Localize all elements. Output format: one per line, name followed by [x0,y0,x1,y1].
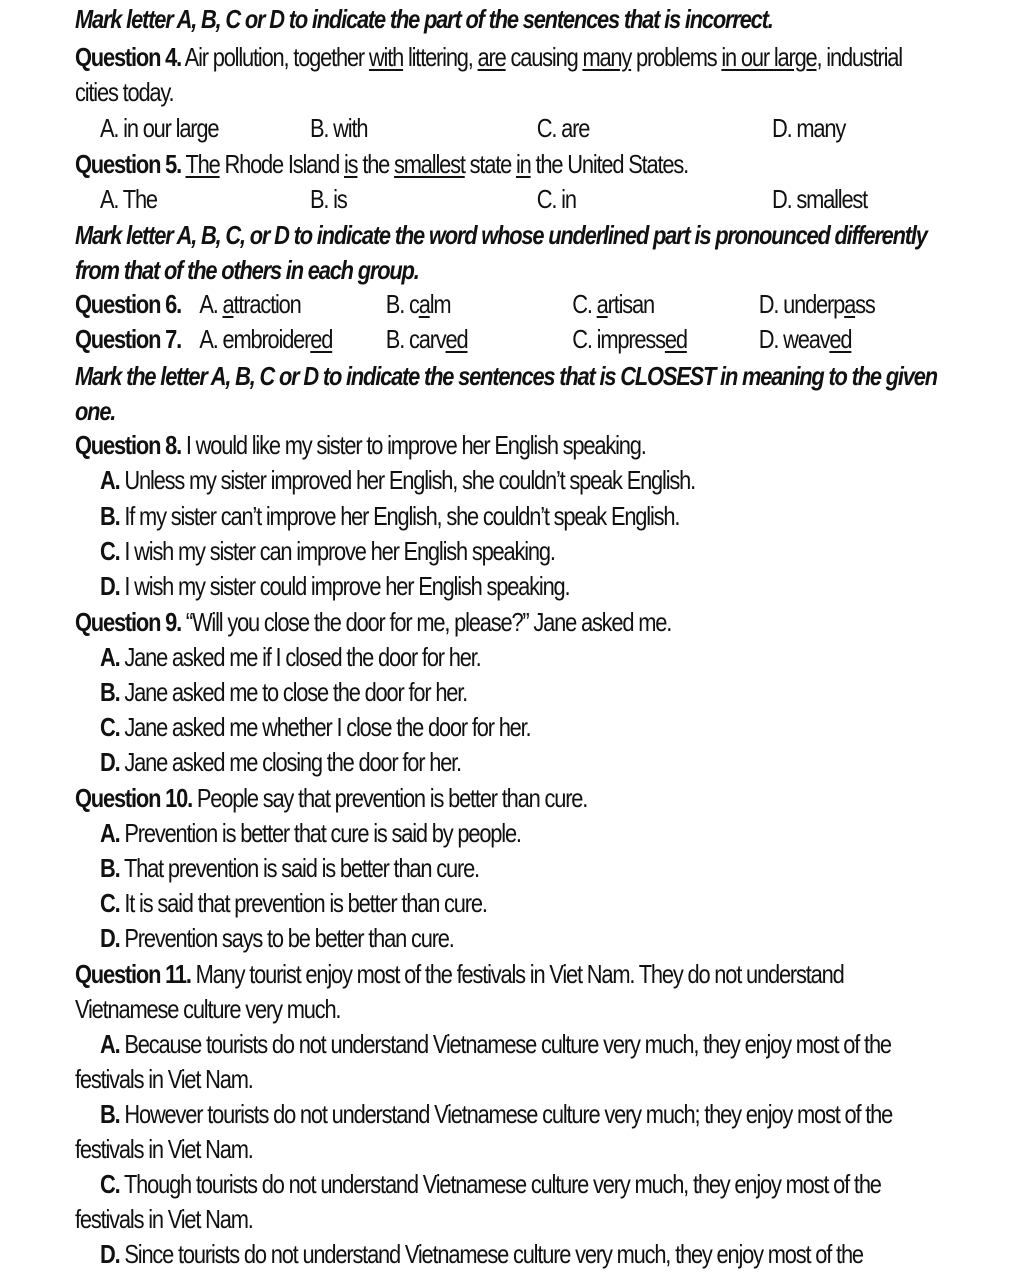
question-4-stem-cont: cities today. [75,77,174,107]
question-6-number: Question 6. [75,289,181,319]
option-a[interactable]: A. Prevention is better that cure is said by people. [100,818,521,848]
option-a[interactable]: A. embroidered [199,324,333,354]
option-b[interactable]: B. That prevention is said is better than cure. [100,853,479,883]
option-d[interactable]: D. many [772,113,846,143]
option-b[interactable]: B. If my sister can’t improve her English, she couldn’t speak English. [100,501,680,531]
option-d[interactable]: D. I wish my sister could improve her English speaking. [100,571,570,601]
option-d[interactable]: D. weaved [758,324,852,354]
option-b[interactable]: B. with [310,113,368,143]
option-c[interactable]: C. Though tourists do not understand Vietnamese culture very much, they enjoy most of the [100,1169,881,1199]
option-a[interactable]: A. The [100,184,157,214]
option-d[interactable]: D. Jane asked me closing the door for her. [100,747,461,777]
option-c[interactable]: C. It is said that prevention is better than cure. [100,888,487,918]
option-a[interactable]: A. Unless my sister improved her English, she couldn’t speak English. [100,465,695,495]
option-a-cont: festivals in Viet Nam. [75,1064,253,1094]
option-d[interactable]: D. underpass [758,289,875,319]
option-c[interactable]: C. impressed [572,324,687,354]
option-c[interactable]: C. I wish my sister can improve her English speaking. [100,536,555,566]
option-d[interactable]: D. Prevention says to be better than cure. [100,923,454,953]
option-b[interactable]: B. Jane asked me to close the door for her. [100,677,468,707]
question-7-number: Question 7. [75,324,181,354]
option-b[interactable]: B. calm [385,289,451,319]
option-a[interactable]: A. Jane asked me if I closed the door for her. [100,642,481,672]
instruction-closest-cont: one. [75,396,116,426]
option-a[interactable]: A. Because tourists do not understand Vietnamese culture very much, they enjoy most of the [100,1029,891,1059]
option-c[interactable]: C. Jane asked me whether I close the door for her. [100,712,531,742]
option-c[interactable]: C. are [536,113,590,143]
option-d[interactable]: D. Since tourists do not understand Vietnamese culture very much, they enjoy most of the [100,1239,863,1269]
instruction-closest: Mark the letter A, B, C or D to indicate the sentences that is CLOSEST in meaning to the given [75,361,937,391]
option-c[interactable]: C. artisan [572,289,654,319]
option-a[interactable]: A. in our large [100,113,219,143]
option-c[interactable]: C. in [536,184,576,214]
question-10-stem: Question 10. People say that prevention is better than cure. [75,783,588,813]
option-b[interactable]: B. However tourists do not understand Vietnamese culture very much; they enjoy most of the [100,1099,893,1129]
option-d[interactable]: D. smallest [772,184,868,214]
option-a[interactable]: A. attraction [199,289,301,319]
instruction-pronunciation: Mark letter A, B, C, or D to indicate the word whose underlined part is pronounced differently [75,220,927,250]
question-4-stem: Question 4. Air pollution, together with littering, are causing many problems in our large, industrial [75,42,902,72]
instruction-incorrect: Mark letter A, B, C or D to indicate the part of the sentences that is incorrect. [75,4,773,34]
question-11-stem: Question 11. Many tourist enjoy most of the festivals in Viet Nam. They do not understand [75,959,844,989]
instruction-pronunciation-cont: from that of the others in each group. [75,255,419,285]
option-c-cont: festivals in Viet Nam. [75,1204,253,1234]
option-b[interactable]: B. carved [385,324,468,354]
question-11-stem-cont: Vietnamese culture very much. [75,994,341,1024]
question-5-stem: Question 5. The Rhode Island is the smallest state in the United States. [75,149,688,179]
option-b[interactable]: B. is [310,184,347,214]
question-8-stem: Question 8. I would like my sister to improve her English speaking. [75,430,646,460]
question-9-stem: Question 9. “Will you close the door for me, please?” Jane asked me. [75,607,672,637]
option-b-cont: festivals in Viet Nam. [75,1134,253,1164]
